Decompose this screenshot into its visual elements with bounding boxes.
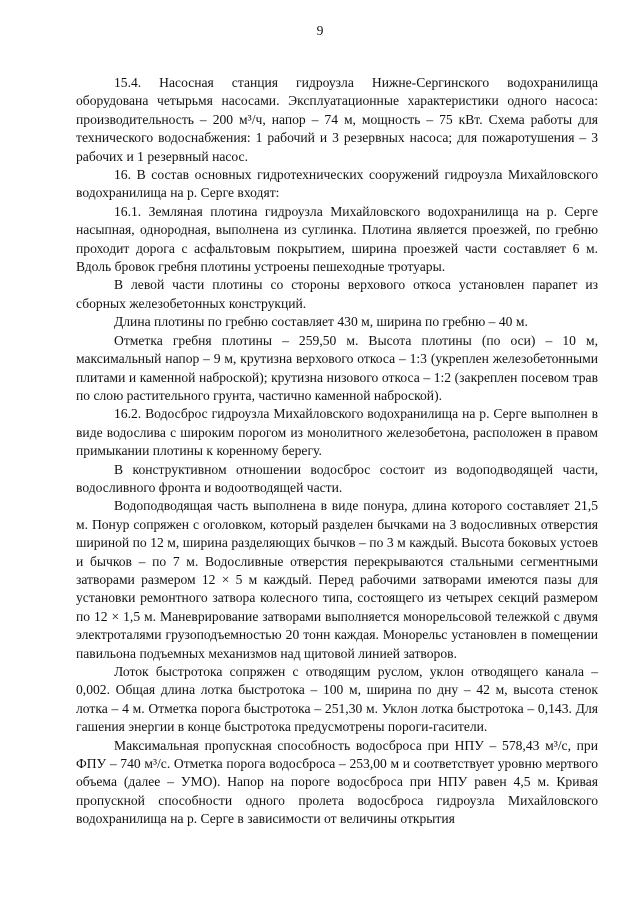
paragraph-16-1: 16.1. Земляная плотина гидроузла Михайловского водохранилища на р. Серге насыпная, однородная, выполнена из суглинка. Плотина является проезжей, по гребню проходит дорога с асфальтовым покрытием, ширина проезжей части составляет 6 м. Вдоль бровок гребня плотины устроены пешеходные тротуары. bbox=[76, 203, 598, 275]
paragraph-dam-length: Длина плотины по гребню составляет 430 м, ширина по гребню – 40 м. bbox=[114, 314, 528, 330]
paragraph-dam-crest: Отметка гребня плотины – 259,50 м. Высота плотины (по оси) – 10 м, максимальный напор – 9 м, крутизна верхового откоса – 1:3 (укреплен железобетонными плитами и каменной наброской); крутизна низового откоса – 1:2 (закреплен посевом трав по слою растительного грунта, частично каменной наброской). bbox=[76, 332, 598, 403]
paragraph-16: 16. В состав основных гидротехнических сооружений гидроузла Михайловского водохранилища на р. Серге входят: bbox=[76, 167, 598, 201]
paragraph-parapet: В левой части плотины со стороны верхового откоса установлен парапет из сборных железобетонных конструкций. bbox=[76, 277, 598, 311]
paragraph-15-4: 15.4. Насосная станция гидроузла Нижне-Сергинского водохранилища оборудована четырьмя насосами. Эксплуатационные характеристики одного насоса: производительность – 200 м³/ч, напор – 74 м, мощность – 75 кВт. Схема работы для технического водоснабжения: 1 рабочий и 3 резервных насоса; для пожаротушения – 3 рабочих и 1 резервный насос. bbox=[76, 75, 598, 164]
paragraph-inlet: Водоподводящая часть выполнена в виде понура, длина которого составляет 21,5 м. Понур сопряжен с оголовком, который разделен бычками на 3 водосливных отверстия шириной по 12 м, ширина разделяющих бычков – по 3 м каждый. Высота боковых устоев и бычков – по 7 м. Водосливные отверстия перекрываются стальными сегментными затворами размером 12 × 5 м каждый. Перед рабочими затворами имеются пазы для установки ремонтного затвора колесного типа, состоящего из четырех секций размером по 12 × 1,5 м. Маневрирование затворами выполняется монорельсовой тележкой с двумя электроталями грузоподъемностью 20 тонн каждая. Монорельс установлен в помещении павильона подъемных механизмов над щитовой линией затворов. bbox=[76, 498, 598, 661]
paragraph-spillway-structure: В конструктивном отношении водосброс состоит из водоподводящей части, водосливного фронта и водоотводящей части. bbox=[76, 461, 598, 495]
paragraph-16-2: 16.2. Водосброс гидроузла Михайловского водохранилища на р. Серге выполнен в виде водослива с широким порогом из монолитного железобетона, расположен в правом примыкании плотины к коренному берегу. bbox=[76, 406, 598, 459]
document-body bbox=[76, 74, 598, 829]
paragraph-chute: Лоток быстротока сопряжен с отводящим руслом, уклон отводящего канала – 0,002. Общая длина лотка быстротока – 100 м, ширина по дну – 42 м, высота стенок лотка – 4 м. Отметка порога быстротока – 251,30 м. Уклон лотка быстротока – 0,143. Для гашения энергии в конце быстротока предусмотрены пороги-гасители. bbox=[76, 664, 598, 735]
paragraph-capacity: Максимальная пропускная способность водосброса при НПУ – 578,43 м³/с, при ФПУ – 740 м³/с. Отметка порога водосброса – 253,00 м и соответствует уровню мертвого объема (далее – УМО). Напор на пороге водосброса при НПУ равен 4,5 м. Кривая пропускной способности одного пролета водосброса гидроузла Михайловского водохранилища на р. Серге в зависимости от величины открытия bbox=[76, 737, 598, 827]
page-number: 9 bbox=[316, 23, 324, 38]
